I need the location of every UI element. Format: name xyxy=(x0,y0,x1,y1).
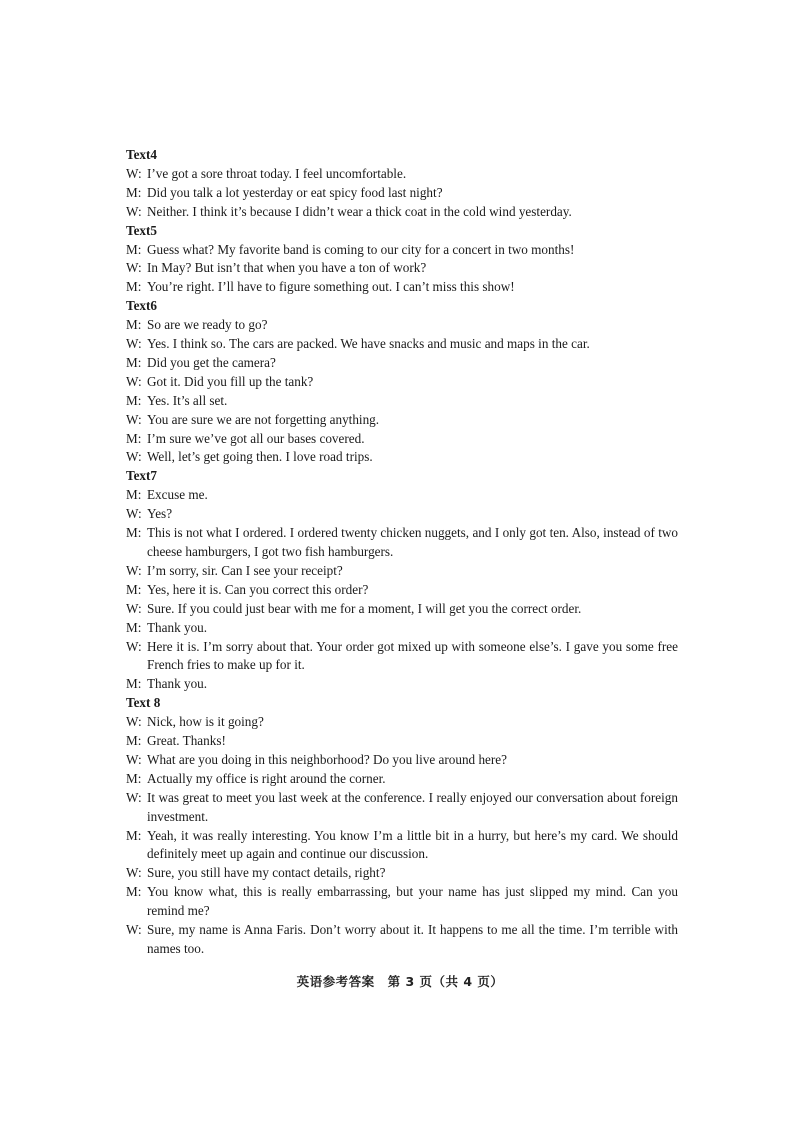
dialogue-line xyxy=(126,165,678,184)
speaker-label: W: xyxy=(126,203,142,219)
utterance-text: What are you doing in this neighborhood? Do you live around here? xyxy=(147,751,507,767)
dialogue-line xyxy=(126,241,678,260)
dialogue-line xyxy=(126,713,678,732)
utterance-text: Yes. I think so. The cars are packed. We have snacks and music and maps in the car. xyxy=(147,336,590,352)
page-footer: 英语参考答案 第 3 页（共 4 页） xyxy=(296,974,504,989)
dialogue-line xyxy=(126,751,678,770)
dialogue-line xyxy=(126,921,678,959)
section-heading: Text 8 xyxy=(126,695,161,711)
utterance-text: Well, let’s get going then. I love road trips. xyxy=(147,449,373,465)
speaker-label: M: xyxy=(126,392,142,408)
dialogue-line xyxy=(126,259,678,278)
speaker-label: M: xyxy=(126,184,142,200)
speaker-label: M: xyxy=(126,430,142,446)
speaker-label: W: xyxy=(126,449,142,465)
utterance-text: It was great to meet you last week at the conference. I really enjoyed our conversation about foreign investment. xyxy=(147,789,678,824)
dialogue-line xyxy=(126,335,678,354)
dialogue-line xyxy=(126,486,678,505)
dialogue-line xyxy=(126,864,678,883)
speaker-label: M: xyxy=(126,827,142,843)
speaker-label: W: xyxy=(126,751,142,767)
speaker-label: W: xyxy=(126,336,142,352)
utterance-text: Sure, you still have my contact details, right? xyxy=(147,865,386,881)
speaker-label: M: xyxy=(126,279,142,295)
utterance-text: Yeah, it was really interesting. You know I’m a little bit in a hurry, but here’s my card. We should definitely meet up again and continue our discussion. xyxy=(147,827,678,862)
section-text7 xyxy=(126,467,678,694)
speaker-label: W: xyxy=(126,714,142,730)
speaker-label: W: xyxy=(126,165,142,181)
speaker-label: W: xyxy=(126,600,142,616)
section-heading: Text6 xyxy=(126,298,158,314)
dialogue-line xyxy=(126,430,678,449)
dialogue-line xyxy=(126,184,678,203)
utterance-text: You are sure we are not forgetting anything. xyxy=(147,411,380,427)
dialogue-line xyxy=(126,638,678,676)
speaker-label: M: xyxy=(126,676,142,692)
dialogue-line xyxy=(126,524,678,562)
utterance-text: Did you get the camera? xyxy=(147,354,276,370)
speaker-label: W: xyxy=(126,865,142,881)
utterance-text: Here it is. I’m sorry about that. Your order got mixed up with someone else’s. I gave you some free French fries to make up for it. xyxy=(147,638,678,673)
speaker-label: M: xyxy=(126,581,142,597)
speaker-label: M: xyxy=(126,770,142,786)
dialogue-line xyxy=(126,619,678,638)
utterance-text: Sure. If you could just bear with me for a moment, I will get you the correct order. xyxy=(147,600,582,616)
dialogue-line xyxy=(126,883,678,921)
section-heading: Text4 xyxy=(126,147,158,162)
dialogue-line xyxy=(126,448,678,467)
utterance-text: This is not what I ordered. I ordered twenty chicken nuggets, and I only got ten. Also, instead of two cheese hamburgers, I got two fish hamburgers. xyxy=(147,525,678,559)
speaker-label: M: xyxy=(126,487,142,503)
speaker-label: W: xyxy=(126,562,142,578)
dialogue-line xyxy=(126,600,678,619)
speaker-label: W: xyxy=(126,411,142,427)
utterance-text: Excuse me. xyxy=(147,487,208,503)
utterance-text: Neither. I think it’s because I didn’t wear a thick coat in the cold wind yesterday. xyxy=(147,203,572,219)
dialogue-line xyxy=(126,505,678,524)
dialogue-line xyxy=(126,770,678,789)
utterance-text: Sure, my name is Anna Faris. Don’t worry about it. It happens to me all the time. I’m terrible with names too. xyxy=(147,922,678,956)
speaker-label: M: xyxy=(126,733,142,749)
section-heading: Text7 xyxy=(126,468,158,484)
utterance-text: You’re right. I’ll have to figure something out. I can’t miss this show! xyxy=(147,279,515,295)
utterance-text: Thank you. xyxy=(147,619,208,635)
speaker-label: M: xyxy=(126,241,142,257)
section-heading: Text5 xyxy=(126,222,158,238)
dialogue-line xyxy=(126,789,678,827)
dialogue-line xyxy=(126,373,678,392)
speaker-label: M: xyxy=(126,619,142,635)
utterance-text: So are we ready to go? xyxy=(147,317,268,333)
speaker-label: W: xyxy=(126,260,142,276)
speaker-label: M: xyxy=(126,354,142,370)
utterance-text: Yes, here it is. Can you correct this order? xyxy=(147,581,369,597)
utterance-text: I’m sorry, sir. Can I see your receipt? xyxy=(147,562,343,578)
dialogue-line xyxy=(126,354,678,373)
dialogue-line xyxy=(126,827,678,865)
utterance-text: Thank you. xyxy=(147,676,208,692)
speaker-label: W: xyxy=(126,506,142,522)
dialogue-line xyxy=(126,278,678,297)
section-text5 xyxy=(126,222,678,298)
speaker-label: M: xyxy=(126,317,142,333)
speaker-label: W: xyxy=(126,922,142,938)
utterance-text: Guess what? My favorite band is coming to our city for a concert in two months! xyxy=(147,241,575,257)
utterance-text: Actually my office is right around the corner. xyxy=(147,770,386,786)
utterance-text: Yes. It’s all set. xyxy=(147,392,228,408)
utterance-text: Nick, how is it going? xyxy=(147,714,264,730)
utterance-text: Did you talk a lot yesterday or eat spicy food last night? xyxy=(147,184,443,200)
speaker-label: M: xyxy=(126,525,142,541)
dialogue-line xyxy=(126,675,678,694)
dialogue-line xyxy=(126,316,678,335)
speaker-label: M: xyxy=(126,884,142,900)
dialogue-line xyxy=(126,581,678,600)
speaker-label: W: xyxy=(126,373,142,389)
utterance-text: Got it. Did you fill up the tank? xyxy=(147,373,314,389)
dialogue-line xyxy=(126,203,678,222)
transcript-page xyxy=(126,146,678,959)
utterance-text: In May? But isn’t that when you have a ton of work? xyxy=(147,260,427,276)
utterance-text: I’ve got a sore throat today. I feel uncomfortable. xyxy=(147,165,407,181)
utterance-text: Great. Thanks! xyxy=(147,733,226,749)
dialogue-line xyxy=(126,732,678,751)
utterance-text: You know what, this is really embarrassing, but your name has just slipped my mind. Can you remind me? xyxy=(147,884,678,919)
section-text8 xyxy=(126,694,678,959)
section-text4 xyxy=(126,146,678,222)
speaker-label: W: xyxy=(126,789,142,805)
section-text6 xyxy=(126,297,678,467)
utterance-text: Yes? xyxy=(147,506,173,522)
dialogue-line xyxy=(126,411,678,430)
dialogue-line xyxy=(126,392,678,411)
utterance-text: I’m sure we’ve got all our bases covered. xyxy=(147,430,365,446)
dialogue-line xyxy=(126,562,678,581)
speaker-label: W: xyxy=(126,638,142,654)
